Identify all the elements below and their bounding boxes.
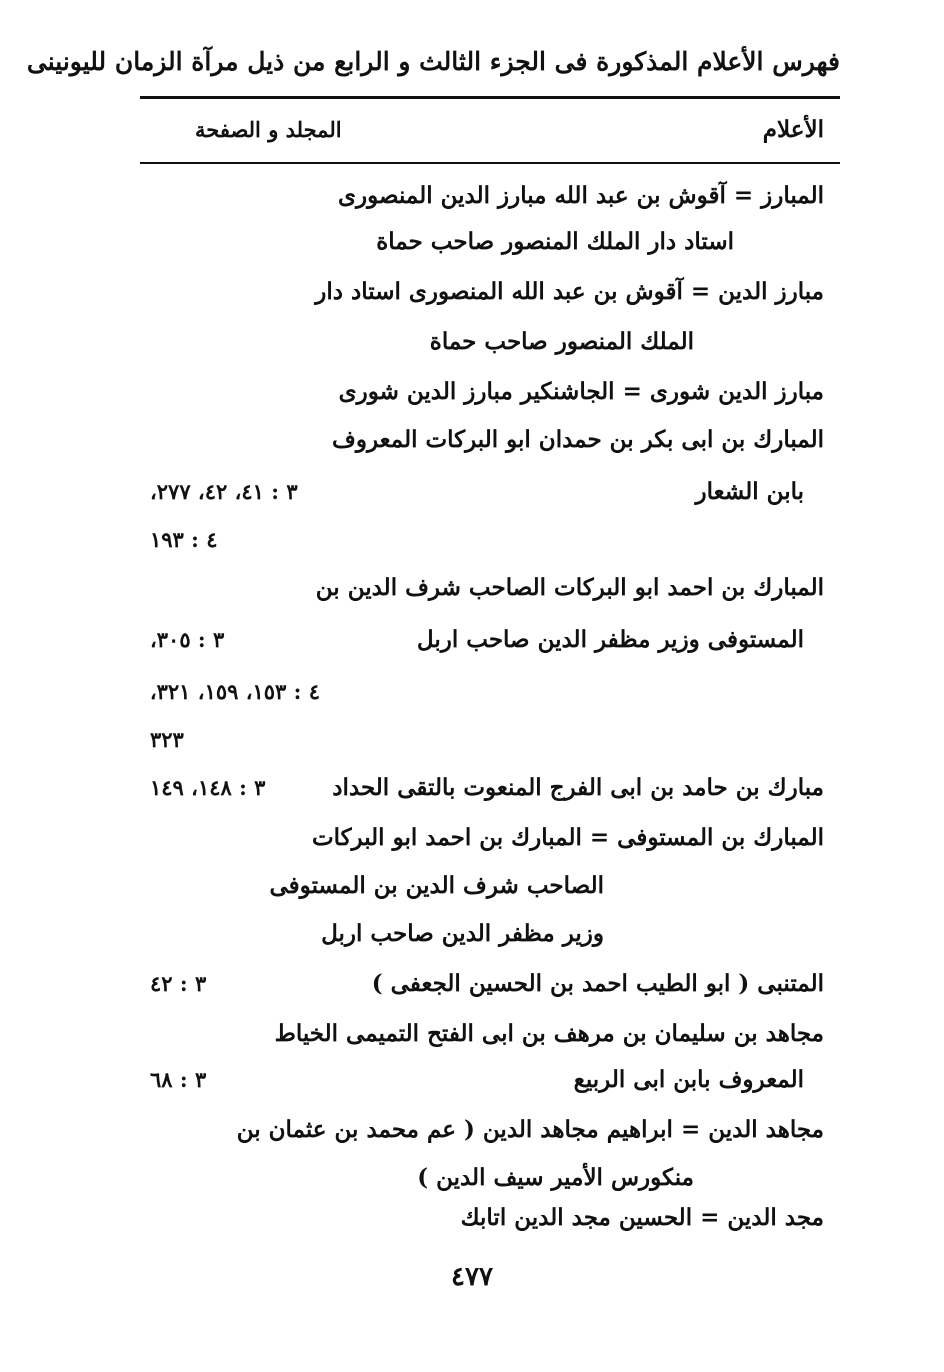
- entry-line: استاد دار الملك المنصور صاحب حماة: [376, 228, 734, 255]
- page-reference: ٤ : ١٥٣، ١٥٩، ٣٢١،: [149, 679, 320, 704]
- entry-line: الملك المنصور صاحب حماة: [429, 328, 694, 355]
- entry-line: المعروف بابن ابى الربيع: [573, 1066, 804, 1093]
- entry-line: بابن الشعار: [695, 478, 804, 505]
- column-header-refs: المجلد و الصفحة: [195, 117, 342, 142]
- entry-line: مجاهد الدين = ابراهيم مجاهد الدين ( عم محمد بن عثمان بن: [236, 1116, 824, 1143]
- page-reference: ٣ : ٤١، ٤٢، ٢٧٧،: [150, 479, 298, 504]
- page-reference: ٣ : ٤٢: [150, 971, 207, 996]
- page-reference: ٣ : ٦٨: [150, 1067, 207, 1092]
- page-reference: ٤ : ١٩٣: [150, 527, 218, 552]
- entry-line: المبارك بن احمد ابو البركات الصاحب شرف الدين بن: [315, 574, 824, 601]
- entry-line: مبارز الدين = آقوش بن عبد الله المنصورى استاد دار: [315, 278, 824, 305]
- entry-line: المتنبى ( ابو الطيب احمد بن الحسين الجعفى ): [371, 970, 824, 997]
- column-header-names: الأعلام: [762, 116, 824, 143]
- page-reference: ٣٢٣: [150, 727, 184, 752]
- entry-line: المستوفى وزير مظفر الدين صاحب اربل: [416, 626, 804, 653]
- page-title: فهرس الأعلام المذكورة فى الجزء الثالث و الرابع من ذيل مرآة الزمان لليونينى: [26, 47, 840, 76]
- header-rule-top: [140, 96, 840, 99]
- entry-line: وزير مظفر الدين صاحب اربل: [321, 920, 604, 947]
- entry-line: المبارك بن ابى بكر بن حمدان ابو البركات المعروف: [332, 426, 824, 453]
- entry-line: منكورس الأمير سيف الدين ): [417, 1164, 694, 1191]
- entry-line: مبارك بن حامد بن ابى الفرج المنعوت بالتقى الحداد: [332, 774, 824, 801]
- page-reference: ٣ : ٣٠٥،: [150, 627, 225, 652]
- page-number: ٤٧٧: [451, 1262, 493, 1292]
- entry-line: مبارز الدين شورى = الجاشنكير مبارز الدين شورى: [338, 378, 824, 405]
- entry-line: المبارز = آقوش بن عبد الله مبارز الدين المنصورى: [338, 182, 824, 209]
- header-rule-bottom: [140, 162, 840, 164]
- entry-line: مجاهد بن سليمان بن مرهف بن ابى الفتح التميمى الخياط: [274, 1020, 824, 1047]
- entry-line: المبارك بن المستوفى = المبارك بن احمد ابو البركات: [311, 824, 824, 851]
- page-reference: ٣ : ١٤٨، ١٤٩: [150, 775, 266, 800]
- entry-line: الصاحب شرف الدين بن المستوفى: [269, 872, 604, 899]
- entry-line: مجد الدين = الحسين مجد الدين اتابك: [460, 1204, 824, 1231]
